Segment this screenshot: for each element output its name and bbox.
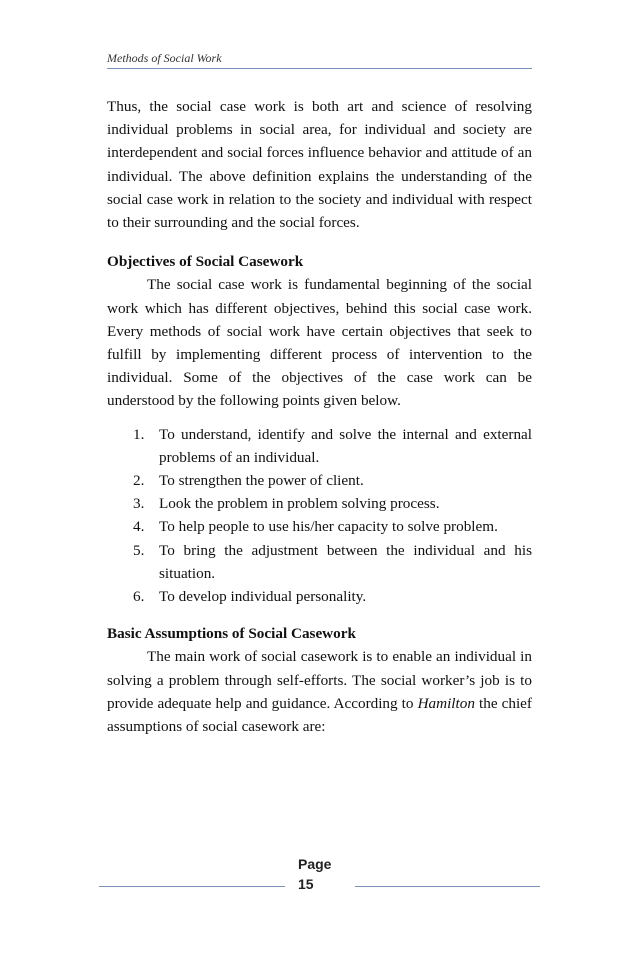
list-item-text: To strengthen the power of client. [159,472,364,490]
list-item-number: 6. [133,588,145,606]
page-number: 15 [298,876,314,892]
list-item-number: 1. [133,425,145,443]
list-item-number: 4. [133,518,145,536]
list-item-text: To understand, identify and solve the internal and external problems of an individual. [159,425,532,466]
author-name: Hamilton [417,694,475,712]
objectives-paragraph: The social case work is fundamental beginning of the social work which has different objectives, behind this social case work. Every methods of social work have certain objectives that seek to fulfill by implementing different process of intervention to the individual. Some of the objectives of the case work can be understood by the following points given below. [107,276,532,410]
assumptions-heading: Basic Assumptions of Social Casework [107,625,356,643]
assumptions-text-after: the chief assumptions of social casework are: [107,694,532,736]
list-item-text: To bring the adjustment between the individual and his situation. [159,541,532,582]
list-item-text: To help people to use his/her capacity to solve problem. [159,518,498,536]
list-item-number: 2. [133,472,145,490]
list-item [107,539,532,585]
header-divider [107,68,532,69]
list-item-number: 5. [133,541,145,559]
list-item-text: To develop individual personality. [159,588,367,606]
page-label: Page [298,856,332,872]
objectives-list [107,423,532,609]
page-number-block [298,854,348,894]
assumptions-paragraph [107,645,532,738]
page-body [107,95,532,738]
footer-divider-right [355,886,540,887]
list-item [107,585,532,608]
footer-divider-left [99,886,285,887]
list-item-text: Look the problem in problem solving process. [159,495,440,513]
list-item-number: 3. [133,495,145,513]
assumptions-text-before: The main work of social casework is to enable an individual in solving a problem through self-efforts. The social worker’s job is to provide adequate help and guidance. According to [107,648,532,712]
running-header: Methods of Social Work [107,51,222,65]
list-item [107,515,532,538]
list-item [107,423,532,469]
intro-paragraph: Thus, the social case work is both art and science of resolving individual problems in social area, for individual and society are interdependent and social forces influence behavior and attitude of an individual. The above definition explains the understanding of the social case work in relation to the society and individual with respect to their surrounding and the social forces. [107,98,532,232]
list-item [107,469,532,492]
list-item [107,492,532,515]
objectives-heading: Objectives of Social Casework [107,253,304,271]
